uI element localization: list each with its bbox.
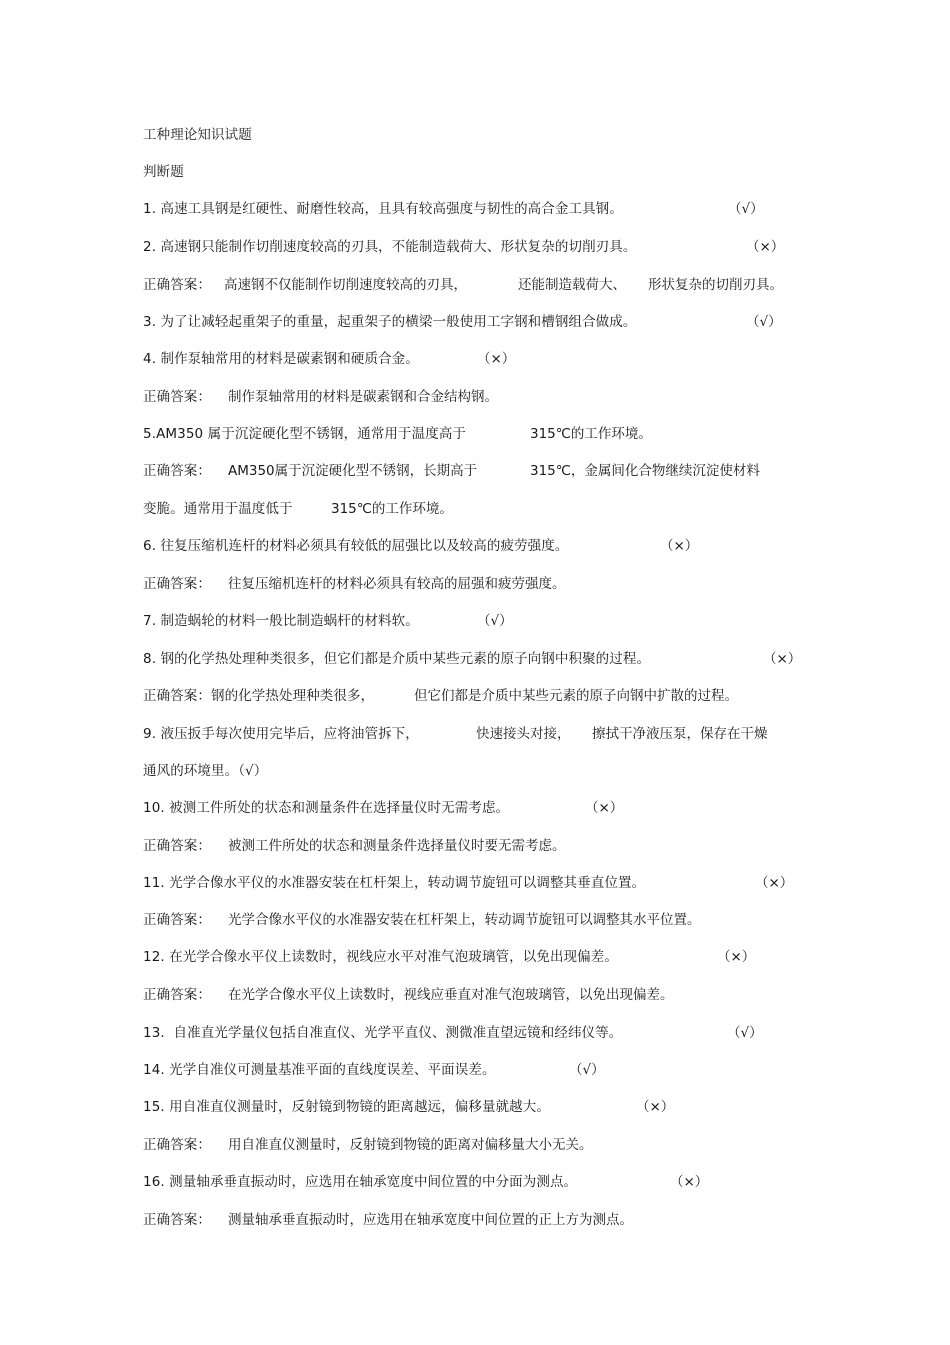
question-16-mark: （×） [670, 1174, 709, 1190]
question-15-mark: （×） [636, 1099, 675, 1115]
answer-5-label: 正确答案： [143, 463, 211, 479]
question-7-mark: （√） [477, 613, 513, 629]
question-5-part-2: 315℃的工作环境。 [530, 426, 652, 442]
answer-11-text: 光学合像水平仪的水准器安装在杠杆架上，转动调节旋钮可以调整其水平位置。 [228, 912, 701, 928]
question-9-part-2: 快速接头对接， [476, 726, 571, 742]
answer-2-label: 正确答案： [143, 277, 211, 293]
question-8-mark: （×） [763, 651, 802, 667]
question-1-mark: （√） [728, 201, 764, 217]
answer-10-text: 被测工件所处的状态和测量条件选择量仪时要无需考虑。 [228, 838, 566, 854]
answer-4-label: 正确答案： [143, 389, 211, 405]
question-12-text: 12. 在光学合像水平仪上读数时，视线应水平对准气泡玻璃管，以免出现偏差。 [143, 949, 618, 965]
question-14-mark: （√） [569, 1062, 605, 1078]
question-13-mark: （√） [727, 1025, 763, 1041]
answer-16-text: 测量轴承垂直振动时，应选用在轴承宽度中间位置的正上方为测点。 [228, 1212, 633, 1228]
answer-6-label: 正确答案： [143, 576, 211, 592]
question-6-text: 6. 往复压缩机连杆的材料必须具有较低的屈强比以及较高的疲劳强度。 [143, 538, 569, 554]
question-4-mark: （×） [477, 351, 516, 367]
answer-4-text: 制作泵轴常用的材料是碳素钢和合金结构钢。 [228, 389, 498, 405]
question-9-part-1: 9. 液压扳手每次使用完毕后，应将油管拆下， [143, 726, 419, 742]
answer-12-label: 正确答案： [143, 987, 211, 1003]
question-4-text: 4. 制作泵轴常用的材料是碳素钢和硬质合金。 [143, 351, 419, 367]
question-2-text: 2. 高速钢只能制作切削速度较高的刃具，不能制造载荷大、形状复杂的切削刃具。 [143, 239, 637, 255]
question-9-cont: 通风的环境里。（√） [143, 763, 268, 779]
question-6-mark: （×） [660, 538, 699, 554]
answer-5-part-1: AM350属于沉淀硬化型不锈钢，长期高于 [228, 463, 478, 479]
question-10-text: 10. 被测工件所处的状态和测量条件在选择量仪时无需考虑。 [143, 800, 510, 816]
question-1-text: 1. 高速工具钢是红硬性、耐磨性较高，且具有较高强度与韧性的高合金工具钢。 [143, 201, 623, 217]
answer-8-label: 正确答案：钢的化学热处理种类很多， [143, 688, 375, 704]
question-7-text: 7. 制造蜗轮的材料一般比制造蜗杆的材料软。 [143, 613, 419, 629]
question-9-part-3: 擦拭干净液压泵，保存在干燥 [592, 726, 768, 742]
question-16-text: 16. 测量轴承垂直振动时，应选用在轴承宽度中间位置的中分面为测点。 [143, 1174, 578, 1190]
question-3-mark: （√） [746, 314, 782, 330]
question-15-text: 15. 用自准直仪测量时，反射镜到物镜的距离越远，偏移量就越大。 [143, 1099, 550, 1115]
answer-2-part-3: 形状复杂的切削刃具。 [648, 277, 783, 293]
answer-11-label: 正确答案： [143, 912, 211, 928]
answer-10-label: 正确答案： [143, 838, 211, 854]
question-11-text: 11. 光学合像水平仪的水准器安装在杠杆架上，转动调节旋钮可以调整其垂直位置。 [143, 875, 646, 891]
answer-2-part-2: 还能制造载荷大、 [518, 277, 626, 293]
answer-6-text: 往复压缩机连杆的材料必须具有较高的屈强和疲劳强度。 [228, 576, 566, 592]
question-2-mark: （×） [746, 239, 785, 255]
question-10-mark: （×） [585, 800, 624, 816]
question-3-text: 3. 为了让减轻起重架子的重量，起重架子的横梁一般使用工字钢和槽钢组合做成。 [143, 314, 637, 330]
answer-8-text: 但它们都是介质中某些元素的原子向钢中扩散的过程。 [414, 688, 738, 704]
answer-15-text: 用自准直仪测量时，反射镜到物镜的距离对偏移量大小无关。 [228, 1137, 593, 1153]
question-5-part-1: 5.AM350 属于沉淀硬化型不锈钢，通常用于温度高于 [143, 426, 467, 442]
question-14-text: 14. 光学自准仪可测量基准平面的直线度误差、平面误差。 [143, 1062, 496, 1078]
question-11-mark: （×） [755, 875, 794, 891]
answer-2-part-1: 高速钢不仅能制作切削速度较高的刃具， [224, 277, 467, 293]
answer-15-label: 正确答案： [143, 1137, 211, 1153]
section-heading: 判断题 [143, 164, 184, 180]
answer-5-cont-1: 变脆。通常用于温度低于 [143, 501, 293, 517]
answer-16-label: 正确答案： [143, 1212, 211, 1228]
answer-5-cont-2: 315℃的工作环境。 [331, 501, 453, 517]
question-8-text: 8. 钢的化学热处理种类很多，但它们都是介质中某些元素的原子向钢中积聚的过程。 [143, 651, 651, 667]
question-13-text: 13. 自准直光学量仪包括自准直仪、光学平直仪、测微准直望远镜和经纬仪等。 [143, 1025, 623, 1041]
question-12-mark: （×） [717, 949, 756, 965]
doc-title: 工种理论知识试题 [143, 127, 252, 143]
answer-5-part-2: 315℃，金属间化合物继续沉淀使材料 [530, 463, 760, 479]
answer-12-text: 在光学合像水平仪上读数时，视线应垂直对准气泡玻璃管，以免出现偏差。 [228, 987, 674, 1003]
